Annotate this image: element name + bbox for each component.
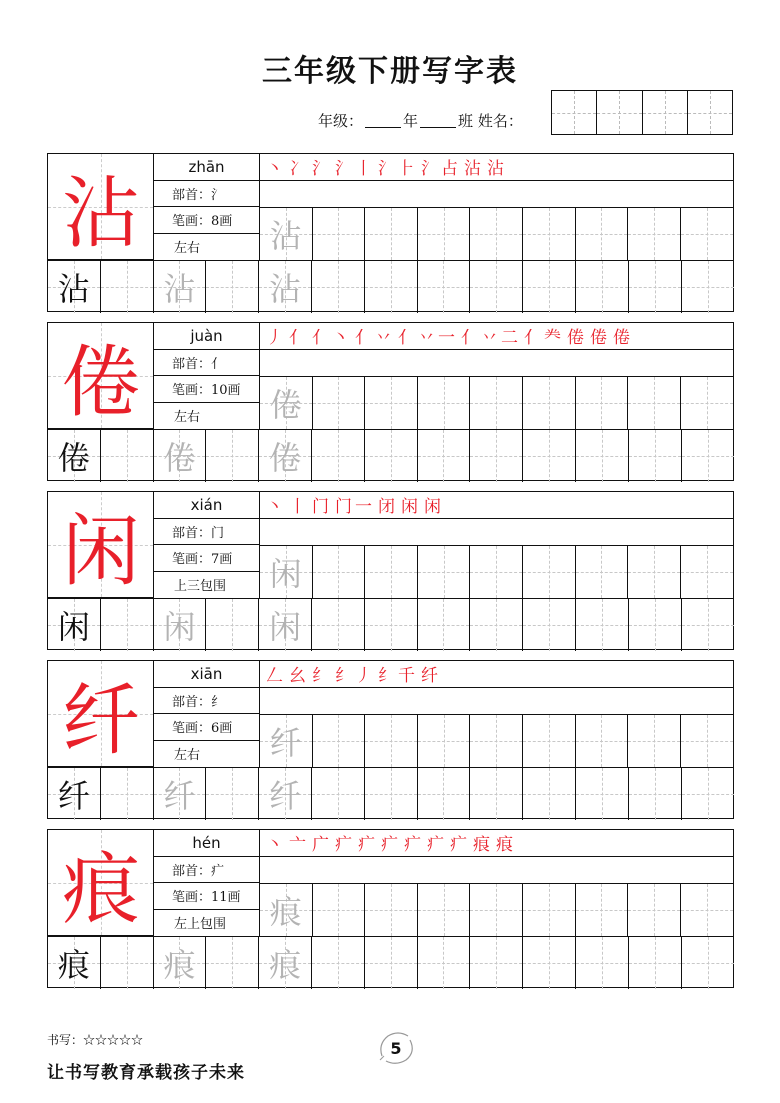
- trace-cell[interactable]: [259, 936, 312, 989]
- big-character: 闲: [61, 507, 140, 597]
- rating: 书写：☆☆☆☆☆: [47, 1033, 144, 1047]
- practice-cell[interactable]: [101, 598, 154, 651]
- stroke-step: 亻丶: [312, 328, 352, 349]
- stroke-step: 闭: [378, 497, 398, 518]
- trace-cell[interactable]: [154, 598, 207, 651]
- practice-cell[interactable]: [312, 767, 365, 820]
- practice-cell[interactable]: [681, 376, 734, 429]
- name-cell[interactable]: [687, 91, 732, 134]
- big-character: 纤: [61, 676, 140, 766]
- practice-cell[interactable]: [365, 207, 418, 260]
- big-character: 倦: [61, 338, 140, 428]
- practice-cell[interactable]: [470, 714, 523, 767]
- practice-cell[interactable]: [682, 767, 734, 820]
- name-box[interactable]: [551, 90, 733, 135]
- practice-cell[interactable]: [313, 376, 366, 429]
- practice-cell[interactable]: [470, 598, 523, 651]
- practice-row: [260, 545, 733, 598]
- trace-character: 倦: [163, 439, 196, 477]
- big-character-box: [48, 154, 154, 260]
- character-info: [154, 661, 260, 767]
- stroke-step: 倦: [567, 328, 587, 349]
- stroke-step: 纤: [421, 666, 441, 687]
- stroke-step: 疒: [404, 835, 424, 856]
- trace-character: 闲: [269, 608, 302, 646]
- structure: 左右: [174, 410, 201, 426]
- stroke-step: 幺: [289, 666, 309, 687]
- practice-cell[interactable]: [470, 376, 523, 429]
- practice-cell[interactable]: [523, 714, 576, 767]
- trace-character: 痕: [269, 893, 302, 931]
- character-info: [154, 323, 260, 429]
- practice-cell[interactable]: [206, 260, 259, 313]
- trace-character: 闲: [269, 555, 302, 593]
- practice-cell[interactable]: [313, 883, 366, 936]
- model-cell: [48, 598, 101, 651]
- practice-cell[interactable]: [576, 714, 629, 767]
- year-label: 年: [403, 112, 419, 130]
- stroke-step: 疒: [358, 835, 378, 856]
- practice-row: [260, 883, 733, 936]
- practice-cell[interactable]: [418, 936, 471, 989]
- practice-cell[interactable]: [682, 936, 734, 989]
- practice-cell[interactable]: [470, 767, 523, 820]
- big-character: 沾: [61, 169, 140, 259]
- practice-cell[interactable]: [629, 260, 682, 313]
- stroke-step: 亻龹: [524, 328, 564, 349]
- class-label: 班: [458, 112, 474, 130]
- practice-cell[interactable]: [418, 207, 471, 260]
- stroke-step: 丶: [266, 497, 286, 518]
- structure: 左右: [174, 748, 201, 764]
- practice-row: [260, 207, 733, 260]
- pinyin: xián: [154, 492, 259, 519]
- radical: 部首：氵: [154, 181, 259, 208]
- trace-cell[interactable]: [154, 429, 207, 482]
- name-cell[interactable]: [642, 91, 687, 134]
- trace-character: 沾: [269, 217, 302, 255]
- trace-cell[interactable]: [154, 767, 207, 820]
- trace-cell[interactable]: [154, 260, 207, 313]
- practice-cell[interactable]: [523, 260, 576, 313]
- stroke-step: 纟丿: [335, 666, 375, 687]
- big-character: 痕: [61, 845, 140, 935]
- grade-blank[interactable]: [365, 114, 401, 128]
- radical: 部首：疒: [154, 857, 259, 884]
- model-character: 闲: [57, 608, 90, 646]
- pinyin: xiān: [154, 661, 259, 688]
- practice-row: [260, 376, 733, 429]
- practice-cell[interactable]: [523, 545, 576, 598]
- trace-character: 闲: [163, 608, 196, 646]
- stroke-step: 氵占: [421, 159, 461, 180]
- character-block: [47, 829, 734, 988]
- name-cell[interactable]: [552, 91, 596, 134]
- stroke-count: 笔画：7画: [154, 545, 259, 572]
- trace-character: 倦: [269, 386, 302, 424]
- stroke-step: 痕: [473, 835, 493, 856]
- radical: 部首：门: [154, 519, 259, 546]
- practice-cell[interactable]: [365, 545, 418, 598]
- stroke-step: 亠: [289, 835, 309, 856]
- practice-cell[interactable]: [365, 936, 418, 989]
- practice-cell[interactable]: [313, 207, 366, 260]
- structure: 左上包围: [174, 917, 227, 933]
- stroke-blank-row: [260, 857, 733, 884]
- trace-character: 倦: [269, 439, 302, 477]
- trace-cell[interactable]: [260, 207, 313, 260]
- practice-cell[interactable]: [418, 883, 471, 936]
- stroke-blank-row: [260, 688, 733, 715]
- practice-cell[interactable]: [418, 376, 471, 429]
- practice-cell[interactable]: [523, 598, 576, 651]
- trace-character: 沾: [163, 270, 196, 308]
- practice-cell[interactable]: [681, 545, 734, 598]
- stroke-count: 笔画：10画: [154, 376, 259, 403]
- practice-cell[interactable]: [682, 429, 734, 482]
- page-number: [374, 1028, 418, 1068]
- practice-cell[interactable]: [681, 207, 734, 260]
- stroke-step: 倦: [613, 328, 633, 349]
- character-block: [47, 153, 734, 312]
- stroke-count: 笔画：6画: [154, 714, 259, 741]
- radical: 部首：亻: [154, 350, 259, 377]
- trace-cell[interactable]: [259, 767, 312, 820]
- practice-row: [48, 429, 734, 482]
- practice-cell[interactable]: [576, 429, 629, 482]
- practice-cell[interactable]: [576, 260, 629, 313]
- model-cell: [48, 260, 101, 313]
- practice-cell[interactable]: [470, 545, 523, 598]
- practice-cell[interactable]: [101, 767, 154, 820]
- stroke-step: 亻丷一: [398, 328, 458, 349]
- stroke-order: [260, 830, 733, 857]
- practice-cell[interactable]: [418, 714, 471, 767]
- model-character: 沾: [57, 270, 90, 308]
- trace-character: 纤: [269, 777, 302, 815]
- practice-cell[interactable]: [576, 545, 629, 598]
- practice-cell[interactable]: [470, 207, 523, 260]
- trace-cell[interactable]: [260, 714, 313, 767]
- practice-cell[interactable]: [365, 598, 418, 651]
- practice-cell[interactable]: [681, 714, 734, 767]
- stroke-step: 倦: [590, 328, 610, 349]
- stroke-step: 痕: [496, 835, 516, 856]
- trace-cell[interactable]: [260, 545, 313, 598]
- student-info: [318, 110, 523, 131]
- practice-cell[interactable]: [628, 207, 681, 260]
- name-label: 姓名：: [477, 112, 523, 130]
- page-number-text: 5: [390, 1038, 402, 1058]
- practice-cell[interactable]: [523, 936, 576, 989]
- stroke-step: 亻: [289, 328, 309, 349]
- practice-cell[interactable]: [312, 429, 365, 482]
- trace-cell[interactable]: [260, 376, 313, 429]
- model-character: 倦: [57, 439, 90, 477]
- trace-cell[interactable]: [259, 429, 312, 482]
- practice-cell[interactable]: [576, 598, 629, 651]
- practice-cell[interactable]: [365, 376, 418, 429]
- stroke-step: 冫: [289, 159, 309, 180]
- practice-cell[interactable]: [629, 598, 682, 651]
- practice-cell[interactable]: [576, 376, 629, 429]
- stroke-step: 丶: [266, 159, 286, 180]
- stroke-count: 笔画：8画: [154, 207, 259, 234]
- practice-cell[interactable]: [418, 545, 471, 598]
- practice-row: [260, 714, 733, 767]
- trace-character: 纤: [163, 777, 196, 815]
- practice-cell[interactable]: [418, 429, 471, 482]
- practice-row: [48, 598, 734, 651]
- stroke-step: 沾: [464, 159, 484, 180]
- pinyin: hén: [154, 830, 259, 857]
- stroke-step: 纟千: [378, 666, 418, 687]
- practice-cell[interactable]: [365, 883, 418, 936]
- stroke-step: 丨: [289, 497, 309, 518]
- big-character-box: [48, 323, 154, 429]
- practice-cell[interactable]: [523, 883, 576, 936]
- trace-character: 痕: [163, 946, 196, 984]
- stroke-step: 疒: [427, 835, 447, 856]
- name-cell[interactable]: [596, 91, 641, 134]
- practice-cell[interactable]: [365, 260, 418, 313]
- big-character-box: [48, 492, 154, 598]
- practice-row: [48, 767, 734, 820]
- character-block: [47, 491, 734, 650]
- character-block: [47, 660, 734, 819]
- practice-cell[interactable]: [681, 883, 734, 936]
- grade-label: 年级：: [318, 112, 364, 130]
- model-cell: [48, 936, 101, 989]
- practice-cell[interactable]: [628, 376, 681, 429]
- stroke-step: 氵⺊: [378, 159, 418, 180]
- character-info: [154, 492, 260, 598]
- stroke-blank-row: [260, 350, 733, 377]
- practice-cell[interactable]: [312, 260, 365, 313]
- practice-cell[interactable]: [313, 545, 366, 598]
- stroke-order: [260, 492, 733, 519]
- trace-character: 沾: [269, 270, 302, 308]
- practice-cell[interactable]: [418, 260, 471, 313]
- practice-cell[interactable]: [312, 598, 365, 651]
- practice-cell[interactable]: [101, 260, 154, 313]
- model-character: 纤: [57, 777, 90, 815]
- slogan: 让书写教育承载孩子未来: [47, 1063, 245, 1083]
- practice-cell[interactable]: [101, 429, 154, 482]
- stroke-step: 疒: [381, 835, 401, 856]
- model-character: 痕: [57, 946, 90, 984]
- practice-cell[interactable]: [629, 936, 682, 989]
- stroke-step: 亻丷二: [461, 328, 521, 349]
- practice-cell[interactable]: [101, 936, 154, 989]
- stroke-step: 纟: [312, 666, 332, 687]
- stroke-step: 广: [312, 835, 332, 856]
- practice-cell[interactable]: [523, 767, 576, 820]
- trace-character: 痕: [269, 946, 302, 984]
- practice-cell[interactable]: [628, 714, 681, 767]
- practice-row: [48, 260, 734, 313]
- practice-cell[interactable]: [576, 767, 629, 820]
- practice-cell[interactable]: [365, 714, 418, 767]
- stroke-blank-row: [260, 181, 733, 208]
- practice-cell[interactable]: [682, 260, 734, 313]
- trace-cell[interactable]: [259, 598, 312, 651]
- practice-cell[interactable]: [523, 207, 576, 260]
- big-character-box: [48, 661, 154, 767]
- practice-cell[interactable]: [470, 260, 523, 313]
- practice-cell[interactable]: [682, 598, 734, 651]
- pinyin: zhān: [154, 154, 259, 181]
- practice-cell[interactable]: [629, 429, 682, 482]
- practice-cell[interactable]: [628, 883, 681, 936]
- practice-cell[interactable]: [365, 767, 418, 820]
- stroke-step: 氵: [312, 159, 332, 180]
- character-info: [154, 830, 260, 936]
- practice-cell[interactable]: [576, 936, 629, 989]
- practice-cell[interactable]: [523, 429, 576, 482]
- stroke-step: 闲: [401, 497, 421, 518]
- stroke-step: 门一: [335, 497, 375, 518]
- stroke-step: 闲: [424, 497, 444, 518]
- practice-cell[interactable]: [365, 429, 418, 482]
- practice-cell[interactable]: [628, 545, 681, 598]
- stroke-order: [260, 154, 733, 181]
- practice-cell[interactable]: [206, 936, 259, 989]
- trace-cell[interactable]: [260, 883, 313, 936]
- trace-character: 纤: [269, 724, 302, 762]
- stroke-order: [260, 661, 733, 688]
- practice-row: [48, 936, 734, 989]
- practice-cell[interactable]: [312, 936, 365, 989]
- character-block: [47, 322, 734, 481]
- stroke-step: 𠃋: [266, 666, 286, 687]
- stroke-order: [260, 323, 733, 350]
- model-cell: [48, 767, 101, 820]
- stroke-step: 疒: [450, 835, 470, 856]
- practice-cell[interactable]: [206, 598, 259, 651]
- stroke-step: 疒: [335, 835, 355, 856]
- practice-cell[interactable]: [576, 883, 629, 936]
- stroke-blank-row: [260, 519, 733, 546]
- radical: 部首：纟: [154, 688, 259, 715]
- practice-cell[interactable]: [418, 767, 471, 820]
- model-cell: [48, 429, 101, 482]
- stroke-step: 亻丷: [355, 328, 395, 349]
- stroke-step: 氵丨: [335, 159, 375, 180]
- stroke-step: 沾: [487, 159, 507, 180]
- practice-cell[interactable]: [576, 207, 629, 260]
- trace-cell[interactable]: [259, 260, 312, 313]
- practice-cell[interactable]: [470, 429, 523, 482]
- stroke-step: 门: [312, 497, 332, 518]
- big-character-box: [48, 830, 154, 936]
- character-info: [154, 154, 260, 260]
- stroke-count: 笔画：11画: [154, 883, 259, 910]
- practice-cell[interactable]: [206, 767, 259, 820]
- page-title: 三年级下册写字表: [262, 54, 518, 89]
- pinyin: juàn: [154, 323, 259, 350]
- structure: 上三包围: [174, 579, 227, 595]
- practice-cell[interactable]: [470, 883, 523, 936]
- structure: 左右: [174, 241, 201, 257]
- practice-cell[interactable]: [313, 714, 366, 767]
- practice-cell[interactable]: [629, 767, 682, 820]
- class-blank[interactable]: [420, 114, 456, 128]
- practice-cell[interactable]: [470, 936, 523, 989]
- stroke-step: 丶: [266, 835, 286, 856]
- practice-cell[interactable]: [418, 598, 471, 651]
- stroke-step: 丿: [266, 328, 286, 349]
- trace-cell[interactable]: [154, 936, 207, 989]
- practice-cell[interactable]: [523, 376, 576, 429]
- practice-cell[interactable]: [206, 429, 259, 482]
